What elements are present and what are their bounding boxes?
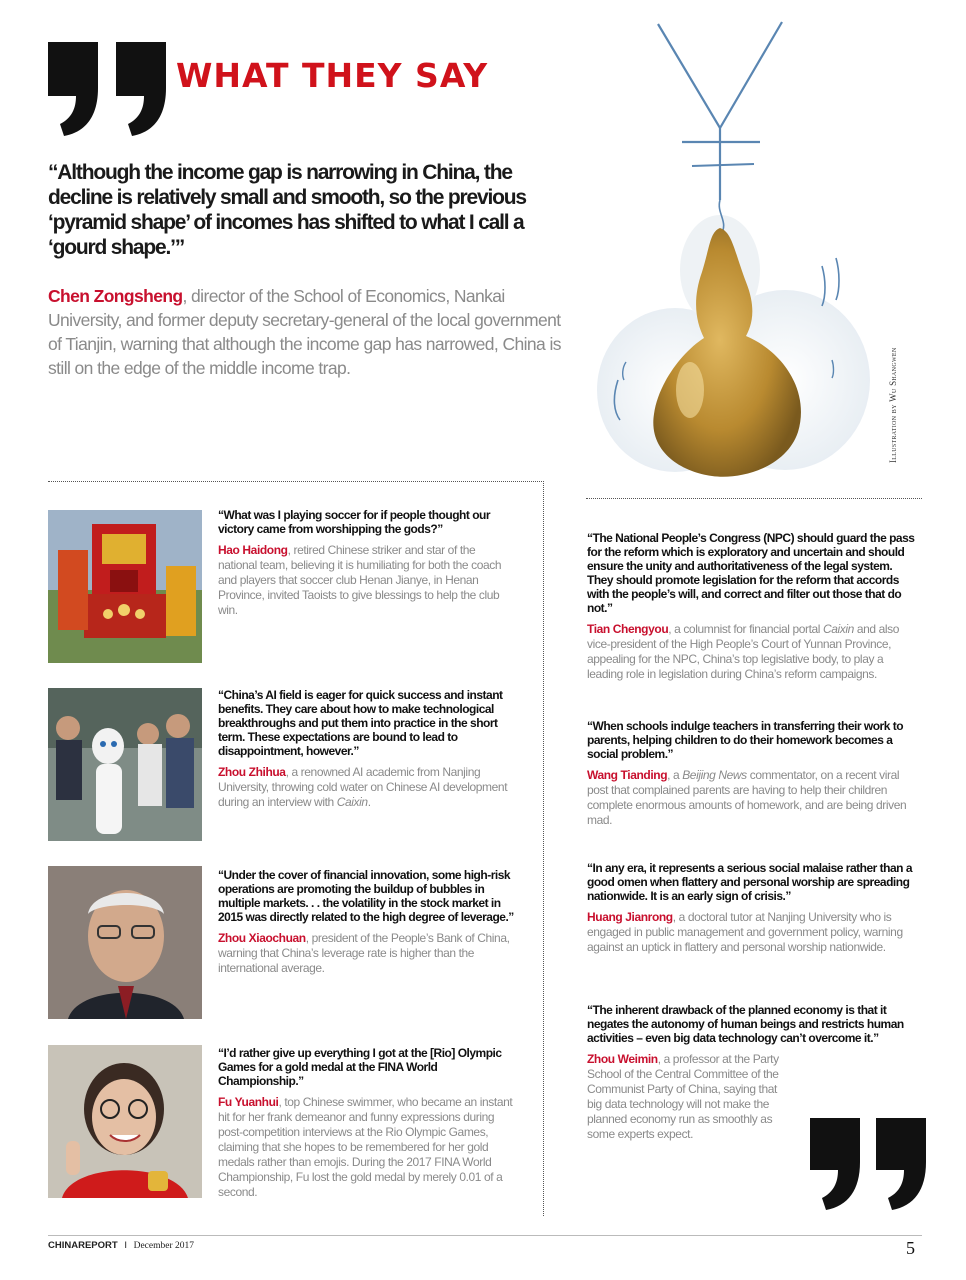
speaker-desc: , a doctoral tutor at Nanjing University who is engaged in public management and government policy, warning against an uptick in flattery and personal worship nationwide. [587, 910, 903, 954]
photo-zhou-xiaochuan [48, 866, 202, 1019]
column-divider [543, 481, 544, 1216]
magazine-name: CHINAREPORT [48, 1240, 118, 1251]
entry-attribution [218, 931, 514, 976]
close-quote-icon [806, 1116, 930, 1212]
divider [48, 481, 542, 482]
quote-entry [587, 861, 917, 955]
speaker-name: Huang Jianrong [587, 910, 673, 924]
entry-quote: “The inherent drawback of the planned economy is that it negates the autonomy of human beings and restricts human activities – even big data technology can’t overcome it.” [587, 1003, 904, 1045]
speaker-name: Fu Yuanhui [218, 1095, 279, 1109]
speaker-name: Zhou Weimin [587, 1052, 658, 1066]
main-speaker-desc: , director of the School of Economics, Nankai University, and former deputy secretary-general of the local government of Tianjin, warning that although the income gap has narrowed, China is still on the edge of the middle income trap. [48, 286, 561, 378]
speaker-name: Tian Chengyou [587, 622, 669, 636]
open-quote-icon [46, 38, 174, 138]
entry-attribution [218, 543, 514, 618]
issue-date: December 2017 [133, 1241, 194, 1251]
entry-quote: “When schools indulge teachers in transferring their work to parents, helping children to do their homework becomes a social problem.” [587, 719, 904, 761]
entry-attribution [218, 1095, 514, 1200]
speaker-name: Zhou Zhihua [218, 765, 286, 779]
footer-rule [48, 1235, 922, 1236]
entry-attribution [587, 1052, 787, 1142]
entry-attribution: Tian Chengyou, a columnist for financial portal Caixin and also vice-president of the High People’s Court of Yunnan Province, appealing for the NPC, China’s top legislative body, to play a leading role in legislation during China’s reform campaigns. [587, 622, 900, 681]
entry-quote: “What was I playing soccer for if people thought our victory came from worshipping the gods?” [218, 508, 491, 536]
entry-quote: “I’d rather give up everything I got at the [Rio] Olympic Games for a gold medal at the FINA World Championship.” [218, 1046, 502, 1088]
speaker-name: Hao Haidong [218, 543, 288, 557]
speaker-desc: , top Chinese swimmer, who became an instant hit for her frank demeanor and funny expressions during post-competition interviews at the Rio Olympic Games, claiming that she hopes to be remembered for her gold medals rather than emojis. During the 2017 FINA World Championship, Fu lost the gold medal by merely 0.01 of a second. [218, 1095, 513, 1199]
quote-entry [218, 1046, 514, 1200]
source-title: Beijing News [682, 768, 747, 782]
speaker-name: Zhou Xiaochuan [218, 931, 306, 945]
speaker-name: Wang Tianding [587, 768, 668, 782]
page-title: WHAT THEY SAY [176, 56, 489, 95]
footer [48, 1240, 194, 1251]
quote-entry [218, 688, 514, 810]
quote-entry [218, 868, 514, 976]
divider [586, 498, 922, 499]
speaker-desc: , retired Chinese striker and star of the national team, believing it is humiliating for both the coach and players that soccer club Henan Jianye, in Henan Province, invited Taoists to give blessings to help the club win. [218, 543, 502, 617]
speaker-desc: , a columnist for financial portal [668, 622, 823, 636]
footer-separator: I [124, 1240, 127, 1251]
entry-quote: “In any era, it represents a serious social malaise rather than a good omen when flattery and personal worship are spreading nationwide. It is an early sign of crisis.” [587, 861, 912, 903]
illustration-credit: Illustration by Wu Shangwen [888, 347, 898, 463]
photo-fu-yuanhui [48, 1045, 202, 1198]
speaker-desc: , a renowned AI academic from Nanjing University, throwing cold water on Chinese AI development during an interview with [218, 765, 508, 809]
entry-attribution [587, 910, 917, 955]
main-quote: “Although the income gap is narrowing in China, the decline is relatively small and smooth, so the previous ‘pyramid shape’ of incomes has shifted to what I call a ‘gourd shape.’” [48, 161, 526, 259]
photo-zhou-zhihua [48, 688, 202, 841]
quote-entry [218, 508, 514, 618]
quote-entry [587, 719, 917, 828]
main-attribution [48, 284, 578, 380]
speaker-desc: , a [667, 768, 683, 782]
entry-quote: “China’s AI field is eager for quick success and instant benefits. They care about how to make technological breakthroughs and put them into practice in the short term. These expectations are bound to lead to disappointment, however.” [218, 688, 503, 758]
entry-attribution: Wang Tianding, a Beijing News commentator, on a recent viral post that complained parents are having to help their children complete enormous amounts of homework, and are being driven mad. [587, 768, 907, 827]
quote-entry [587, 531, 917, 682]
source-title: Caixin [336, 795, 368, 809]
entry-attribution: Zhou Zhihua, a renowned AI academic from Nanjing University, throwing cold water on Chinese AI development during an interview with Caixin. [218, 765, 508, 809]
speaker-desc: , president of the People’s Bank of China, warning that China’s leverage rate is higher than the international average. [218, 931, 510, 975]
page-number: 5 [906, 1238, 915, 1258]
entry-quote: “Under the cover of financial innovation, some high-risk operations are promoting the buildup of bubbles in multiple markets. . . the volatility in the stock market in 2015 was directly related to the high degree of leverage.” [218, 868, 514, 924]
photo-hao-haidong [48, 510, 202, 663]
source-title: Caixin [823, 622, 854, 636]
main-speaker-name: Chen Zongsheng [48, 286, 183, 306]
gourd-illustration [570, 0, 920, 490]
entry-quote: “The National People’s Congress (NPC) should guard the pass for the reform which is exploratory and uncertain and should ensure the unity and authoritativeness of the legal system. They should promote legislation for the reform that accords with the people’s will, and correct and filter out those that do not.” [587, 531, 915, 615]
speaker-desc: , a professor at the Party School of the Central Committee of the Communist Party of China, saying that big data technology will not make the planned economy run as smoothly as some experts expect. [587, 1052, 779, 1141]
